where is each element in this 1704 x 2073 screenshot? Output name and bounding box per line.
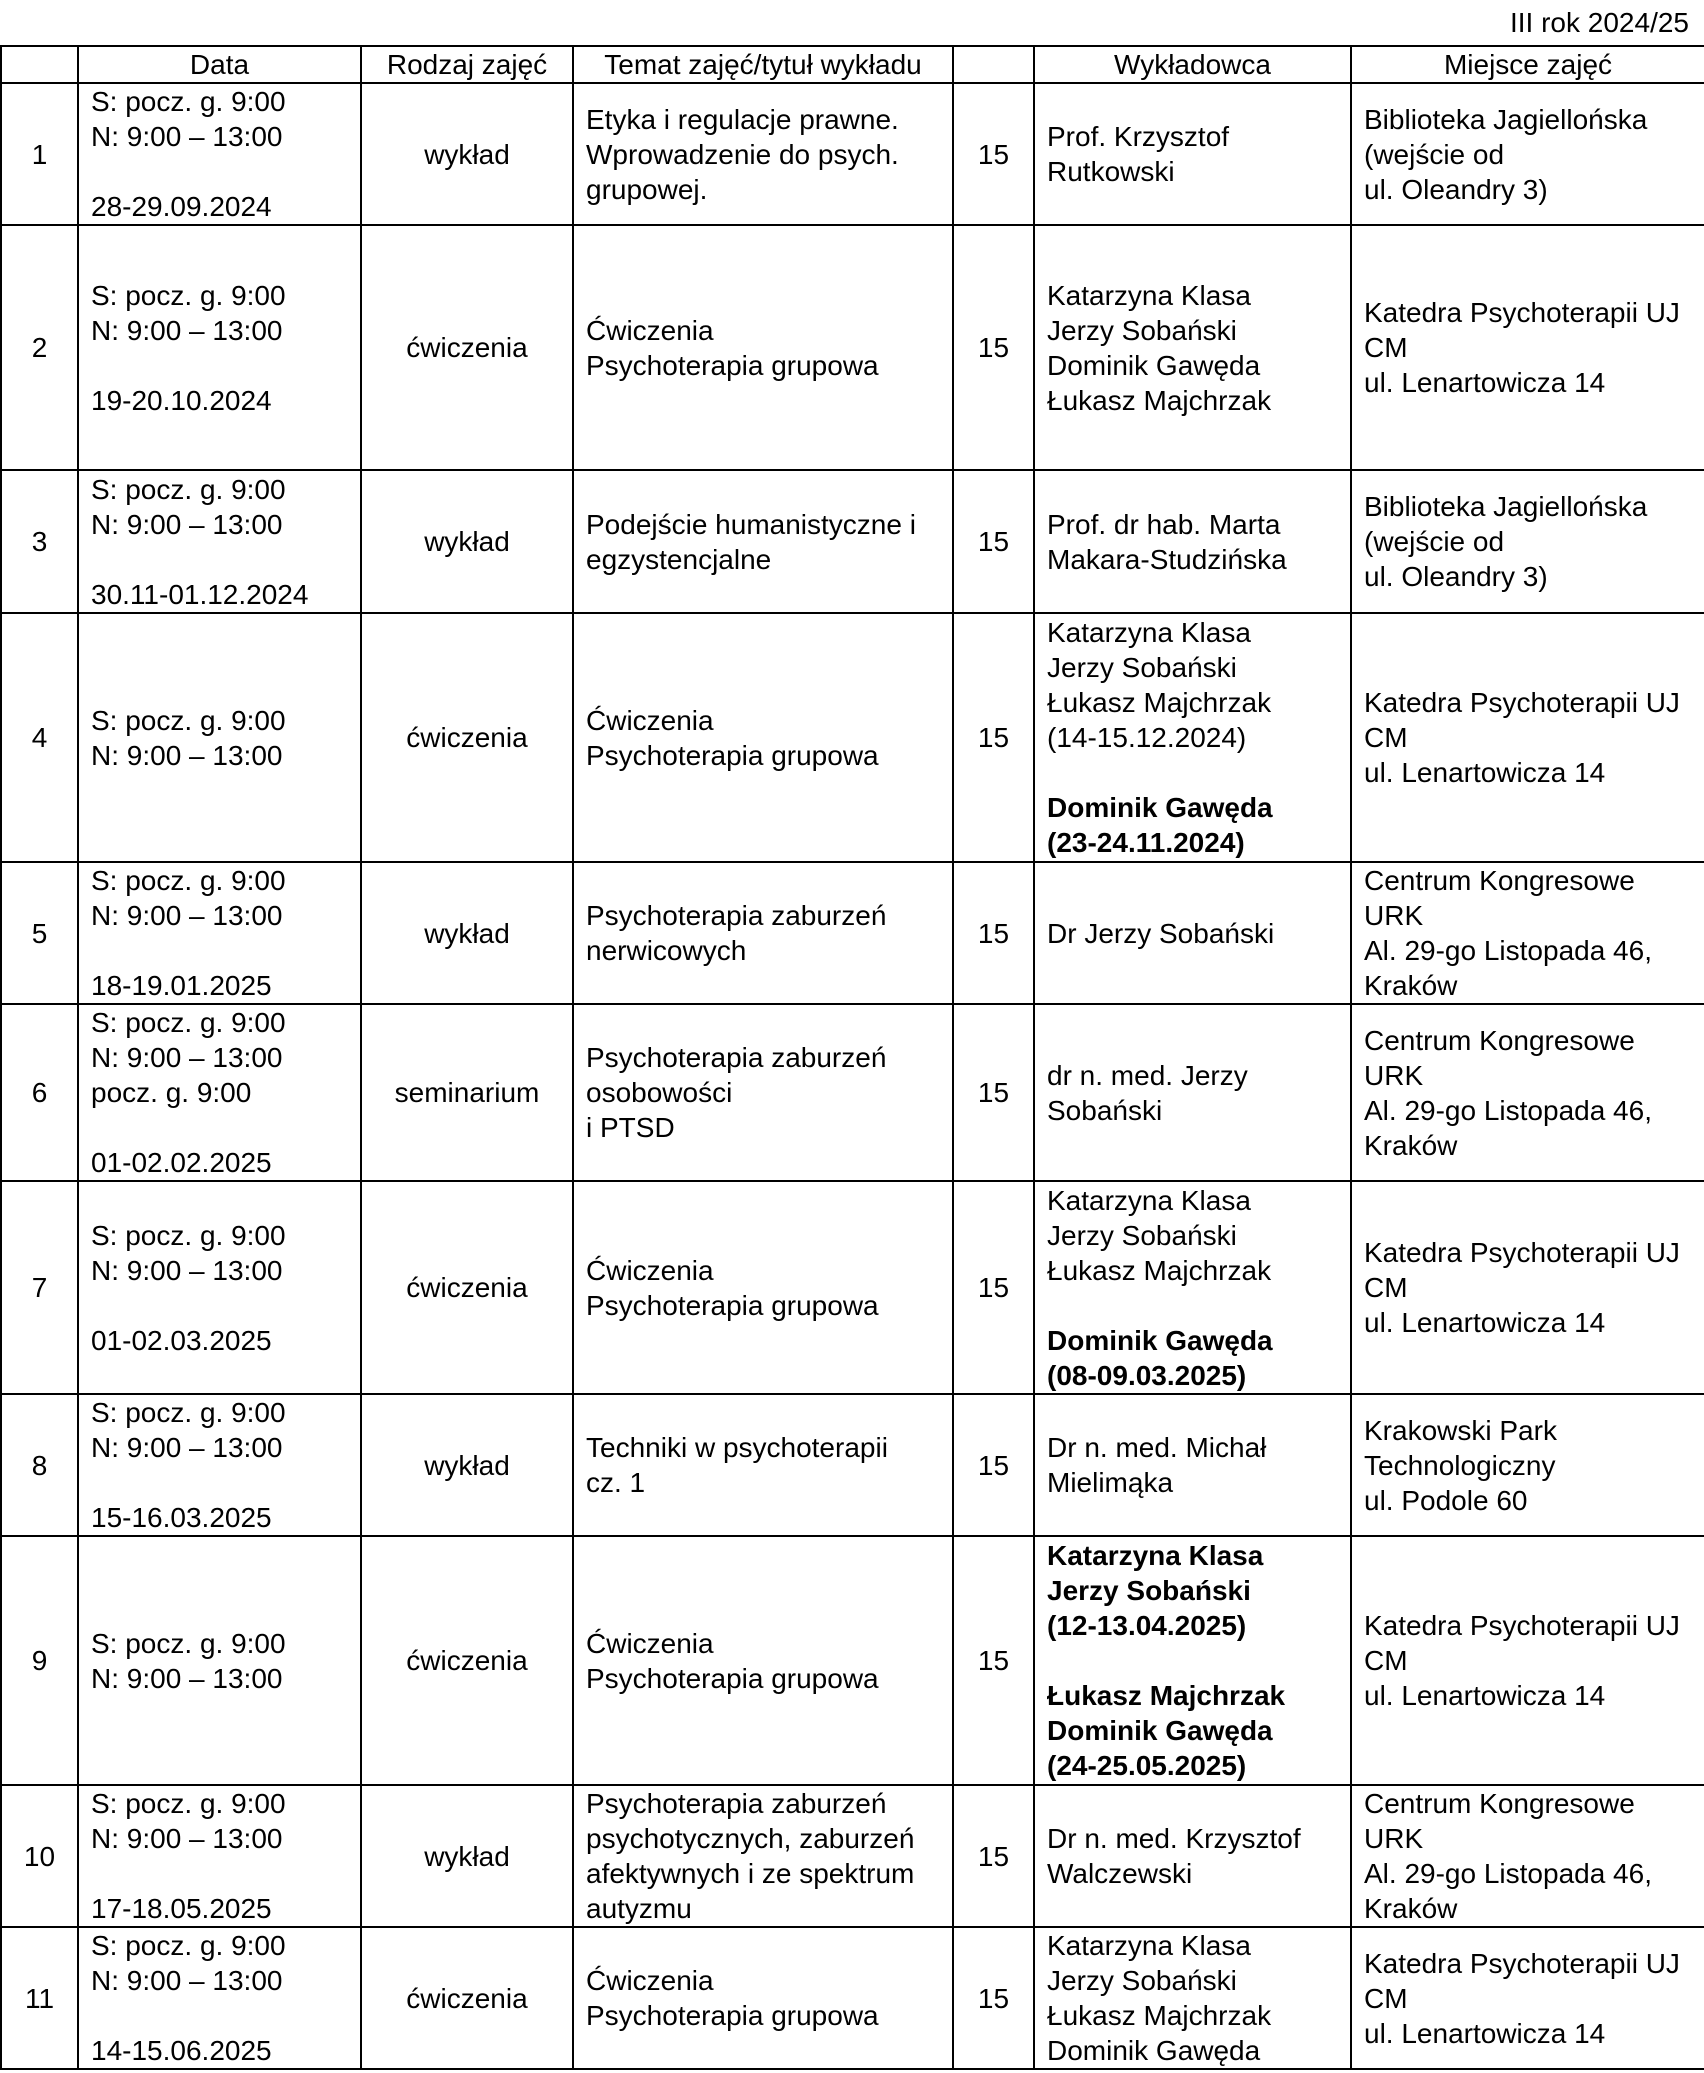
header-number xyxy=(1,46,78,83)
place-line: ul. Podole 60 xyxy=(1364,1484,1528,1516)
place-line: Kraków xyxy=(1364,970,1458,1001)
lecturer-line: Jerzy Sobański xyxy=(1047,1575,1251,1606)
date-line: 28-29.09.2024 xyxy=(91,191,272,222)
lecturer-cell xyxy=(1034,225,1351,470)
place-line: Biblioteka Jagiellońska xyxy=(1364,491,1648,522)
lecturer-line: Dr n. med. Michał xyxy=(1047,1432,1267,1463)
spacer xyxy=(91,1465,348,1500)
place-line: ul. Oleandry 3) xyxy=(1364,561,1548,592)
place-line: Katedra Psychoterapii UJ xyxy=(1364,1947,1680,1979)
place-cell xyxy=(1351,83,1704,225)
place-line: ul. Lenartowicza 14 xyxy=(1364,757,1606,788)
date-line: S: pocz. g. 9:00 xyxy=(91,279,286,311)
class-type: wykład xyxy=(361,1785,573,1927)
row-number: 2 xyxy=(1,225,78,470)
spacer xyxy=(91,154,348,189)
spacer xyxy=(91,1288,348,1323)
topic-line: Psychoterapia zaburzeń xyxy=(586,900,887,931)
date-line: 15-16.03.2025 xyxy=(91,1502,272,1533)
topic-line: Ćwiczenia xyxy=(586,1254,714,1286)
table-row xyxy=(1,1536,1704,1785)
place-line: CM xyxy=(1364,1645,1408,1676)
place-line: Katedra Psychoterapii UJ xyxy=(1364,1610,1680,1641)
topic-line: Psychoterapia zaburzeń xyxy=(586,1788,887,1819)
place-line: ul. Oleandry 3) xyxy=(1364,173,1548,205)
table-row xyxy=(1,470,1704,613)
row-number: 9 xyxy=(1,1536,78,1785)
topic-line: Techniki w psychoterapii xyxy=(586,1432,888,1463)
table-row xyxy=(1,83,1704,225)
class-type: seminarium xyxy=(361,1004,573,1181)
date-line: S: pocz. g. 9:00 xyxy=(91,1397,286,1428)
lecturer-line: Łukasz Majchrzak xyxy=(1047,1254,1272,1286)
date-line: N: 9:00 – 13:00 xyxy=(91,739,283,771)
hours-cell: 15 xyxy=(953,613,1034,862)
date-line: N: 9:00 – 13:00 xyxy=(91,1254,283,1286)
class-type: ćwiczenia xyxy=(361,1181,573,1394)
date-line: S: pocz. g. 9:00 xyxy=(91,473,286,505)
lecturer-line: Sobański xyxy=(1047,1094,1163,1126)
date-line: S: pocz. g. 9:00 xyxy=(91,1627,286,1659)
lecturer-line: (14-15.12.2024) xyxy=(1047,722,1247,753)
spacer xyxy=(91,933,348,968)
date-line: 17-18.05.2025 xyxy=(91,1893,272,1924)
date-cell xyxy=(78,225,361,470)
place-cell xyxy=(1351,225,1704,470)
class-type: wykład xyxy=(361,83,573,225)
topic-cell xyxy=(573,470,953,613)
lecturer-line: Katarzyna Klasa xyxy=(1047,1540,1264,1571)
date-line: N: 9:00 – 13:00 xyxy=(91,1823,283,1854)
row-number: 6 xyxy=(1,1004,78,1181)
date-line: 14-15.06.2025 xyxy=(91,2035,272,2066)
hours-cell: 15 xyxy=(953,1394,1034,1536)
table-row xyxy=(1,1394,1704,1536)
class-type: ćwiczenia xyxy=(361,1927,573,2069)
date-line: S: pocz. g. 9:00 xyxy=(91,704,286,736)
spacer xyxy=(91,542,348,577)
lecturer-line: Prof. dr hab. Marta xyxy=(1047,508,1281,540)
place-line: ul. Lenartowicza 14 xyxy=(1364,1680,1606,1711)
topic-cell xyxy=(573,862,953,1004)
lecturer-line: Prof. Krzysztof xyxy=(1047,121,1230,152)
place-line: (wejście od xyxy=(1364,138,1505,170)
row-number: 1 xyxy=(1,83,78,225)
topic-cell xyxy=(573,1181,953,1394)
place-line: Centrum Kongresowe xyxy=(1364,865,1635,896)
table-row xyxy=(1,613,1704,862)
lecturer-line: Katarzyna Klasa xyxy=(1047,1184,1251,1216)
lecturer-cell xyxy=(1034,83,1351,225)
row-number: 11 xyxy=(1,1927,78,2069)
date-cell xyxy=(78,1785,361,1927)
topic-cell xyxy=(573,1927,953,2069)
lecturer-cell xyxy=(1034,1394,1351,1536)
header-date: Data xyxy=(78,46,361,83)
hours-cell: 15 xyxy=(953,1927,1034,2069)
lecturer-line: Dominik Gawęda xyxy=(1047,2035,1261,2066)
date-line: N: 9:00 – 13:00 xyxy=(91,1662,283,1694)
topic-line: autyzmu xyxy=(586,1893,692,1924)
place-cell xyxy=(1351,470,1704,613)
lecturer-line: dr n. med. Jerzy xyxy=(1047,1059,1248,1091)
topic-line: Psychoterapia grupowa xyxy=(586,349,879,381)
spacer xyxy=(91,1110,348,1145)
table-row xyxy=(1,225,1704,470)
topic-line: Etyka i regulacje prawne. xyxy=(586,103,899,135)
topic-line: grupowej. xyxy=(586,173,708,205)
lecturer-line: Łukasz Majchrzak xyxy=(1047,2000,1272,2031)
lecturer-line: Łukasz Majchrzak xyxy=(1047,1680,1286,1711)
place-line: CM xyxy=(1364,1982,1408,2014)
lecturer-line: Katarzyna Klasa xyxy=(1047,617,1251,648)
lecturer-cell xyxy=(1034,1181,1351,1394)
lecturer-line: Makara-Studzińska xyxy=(1047,543,1287,575)
row-number: 8 xyxy=(1,1394,78,1536)
lecturer-line: Rutkowski xyxy=(1047,156,1175,187)
place-line: URK xyxy=(1364,1059,1424,1091)
lecturer-line: Dominik Gawęda xyxy=(1047,1715,1273,1746)
topic-line: Podejście humanistyczne i xyxy=(586,508,916,540)
topic-cell xyxy=(573,1004,953,1181)
place-line: Kraków xyxy=(1364,1893,1458,1924)
topic-line: Psychoterapia grupowa xyxy=(586,2000,879,2031)
place-line: Katedra Psychoterapii UJ xyxy=(1364,687,1680,718)
place-cell xyxy=(1351,613,1704,862)
class-type: ćwiczenia xyxy=(361,225,573,470)
topic-line: i PTSD xyxy=(586,1112,675,1143)
lecturer-cell xyxy=(1034,470,1351,613)
lecturer-cell xyxy=(1034,1785,1351,1927)
place-cell xyxy=(1351,1536,1704,1785)
topic-line: Psychoterapia zaburzeń xyxy=(586,1042,887,1073)
date-line: 18-19.01.2025 xyxy=(91,970,272,1001)
spacer xyxy=(1047,1288,1338,1323)
class-type: ćwiczenia xyxy=(361,1536,573,1785)
place-line: CM xyxy=(1364,722,1408,753)
lecturer-cell xyxy=(1034,1927,1351,2069)
place-line: Biblioteka Jagiellońska xyxy=(1364,103,1648,135)
topic-line: osobowości xyxy=(586,1077,733,1108)
date-line: pocz. g. 9:00 xyxy=(91,1077,252,1108)
table-row xyxy=(1,1927,1704,2069)
table-row xyxy=(1,1181,1704,1394)
place-cell xyxy=(1351,1927,1704,2069)
topic-line: Psychoterapia grupowa xyxy=(586,1662,879,1694)
topic-cell xyxy=(573,83,953,225)
class-type: wykład xyxy=(361,470,573,613)
spacer xyxy=(1047,1643,1338,1678)
table-row xyxy=(1,862,1704,1004)
lecturer-cell xyxy=(1034,1004,1351,1181)
lecturer-line: Katarzyna Klasa xyxy=(1047,1930,1251,1961)
lecturer-cell xyxy=(1034,862,1351,1004)
lecturer-line: Jerzy Sobański xyxy=(1047,1965,1237,1996)
hours-cell: 15 xyxy=(953,1785,1034,1927)
date-cell xyxy=(78,613,361,862)
place-line: URK xyxy=(1364,1823,1424,1854)
place-line: Katedra Psychoterapii UJ xyxy=(1364,297,1680,328)
hours-cell: 15 xyxy=(953,83,1034,225)
topic-line: Wprowadzenie do psych. xyxy=(586,138,899,170)
lecturer-line: Łukasz Majchrzak xyxy=(1047,384,1272,416)
lecturer-line: Dominik Gawęda xyxy=(1047,349,1261,381)
date-line: 19-20.10.2024 xyxy=(91,384,272,416)
place-line: Centrum Kongresowe xyxy=(1364,1024,1635,1056)
hours-cell: 15 xyxy=(953,470,1034,613)
lecturer-line: Katarzyna Klasa xyxy=(1047,279,1251,311)
place-line: Al. 29-go Listopada 46, xyxy=(1364,935,1652,966)
row-number: 7 xyxy=(1,1181,78,1394)
date-line: N: 9:00 – 13:00 xyxy=(91,1042,283,1073)
place-line: ul. Lenartowicza 14 xyxy=(1364,367,1606,398)
topic-line: Psychoterapia grupowa xyxy=(586,1289,879,1321)
header-type: Rodzaj zajęć xyxy=(361,46,573,83)
date-cell xyxy=(78,83,361,225)
place-line: ul. Lenartowicza 14 xyxy=(1364,2017,1606,2049)
hours-cell: 15 xyxy=(953,1004,1034,1181)
lecturer-cell xyxy=(1034,1536,1351,1785)
lecturer-line: Jerzy Sobański xyxy=(1047,314,1237,346)
year-label: III rok 2024/25 xyxy=(1509,7,1689,38)
lecturer-line: Jerzy Sobański xyxy=(1047,1219,1237,1251)
date-line: N: 9:00 – 13:00 xyxy=(91,121,283,152)
place-line: Al. 29-go Listopada 46, xyxy=(1364,1094,1652,1126)
lecturer-line: (08-09.03.2025) xyxy=(1047,1359,1247,1391)
spacer xyxy=(1047,755,1338,790)
place-cell xyxy=(1351,1394,1704,1536)
lecturer-line: Dr Jerzy Sobański xyxy=(1047,917,1275,949)
date-line: N: 9:00 – 13:00 xyxy=(91,1432,283,1463)
row-number: 5 xyxy=(1,862,78,1004)
schedule-table xyxy=(0,45,1704,2070)
spacer xyxy=(91,348,348,383)
topic-line: psychotycznych, zaburzeń xyxy=(586,1823,915,1854)
header-hours xyxy=(953,46,1034,83)
topic-line: Ćwiczenia xyxy=(586,704,714,736)
date-line: S: pocz. g. 9:00 xyxy=(91,1219,286,1251)
date-line: S: pocz. g. 9:00 xyxy=(91,1930,286,1961)
lecturer-line: (23-24.11.2024) xyxy=(1047,827,1245,858)
lecturer-line: Dominik Gawęda xyxy=(1047,792,1273,823)
hours-cell: 15 xyxy=(953,1536,1034,1785)
place-line: Centrum Kongresowe xyxy=(1364,1788,1635,1819)
lecturer-cell xyxy=(1034,613,1351,862)
date-cell xyxy=(78,1181,361,1394)
spacer xyxy=(91,1856,348,1891)
place-cell xyxy=(1351,862,1704,1004)
date-cell xyxy=(78,470,361,613)
lecturer-line: Walczewski xyxy=(1047,1858,1193,1889)
date-cell xyxy=(78,862,361,1004)
place-line: (wejście od xyxy=(1364,526,1505,557)
table-row xyxy=(1,1004,1704,1181)
date-cell xyxy=(78,1536,361,1785)
header-place: Miejsce zajęć xyxy=(1351,46,1704,83)
place-line: Technologiczny xyxy=(1364,1449,1556,1481)
date-line: S: pocz. g. 9:00 xyxy=(91,865,286,896)
date-cell xyxy=(78,1394,361,1536)
topic-cell xyxy=(573,1785,953,1927)
topic-line: Ćwiczenia xyxy=(586,1965,714,1996)
place-line: URK xyxy=(1364,900,1424,931)
date-line: 01-02.03.2025 xyxy=(91,1324,272,1356)
topic-cell xyxy=(573,225,953,470)
topic-line: nerwicowych xyxy=(586,935,747,966)
row-number: 3 xyxy=(1,470,78,613)
date-line: 01-02.02.2025 xyxy=(91,1147,272,1178)
place-line: Krakowski Park xyxy=(1364,1414,1557,1446)
header-lecturer: Wykładowca xyxy=(1034,46,1351,83)
place-line: Kraków xyxy=(1364,1129,1458,1161)
lecturer-line: Dr n. med. Krzysztof xyxy=(1047,1823,1301,1854)
place-line: ul. Lenartowicza 14 xyxy=(1364,1307,1606,1338)
topic-cell xyxy=(573,613,953,862)
date-cell xyxy=(78,1004,361,1181)
date-line: N: 9:00 – 13:00 xyxy=(91,900,283,931)
lecturer-line: Jerzy Sobański xyxy=(1047,652,1237,683)
date-line: S: pocz. g. 9:00 xyxy=(91,86,286,117)
place-line: CM xyxy=(1364,332,1408,363)
place-line: Al. 29-go Listopada 46, xyxy=(1364,1858,1652,1889)
date-cell xyxy=(78,1927,361,2069)
place-line: Katedra Psychoterapii UJ xyxy=(1364,1237,1680,1268)
topic-line: afektywnych i ze spektrum xyxy=(586,1858,915,1889)
topic-cell xyxy=(573,1536,953,1785)
table-row xyxy=(1,1785,1704,1927)
date-line: N: 9:00 – 13:00 xyxy=(91,508,283,540)
topic-line: cz. 1 xyxy=(586,1467,646,1498)
place-cell xyxy=(1351,1785,1704,1927)
topic-line: Ćwiczenia xyxy=(586,1627,714,1659)
place-cell xyxy=(1351,1181,1704,1394)
hours-cell: 15 xyxy=(953,225,1034,470)
class-type: wykład xyxy=(361,1394,573,1536)
lecturer-line: Mielimąka xyxy=(1047,1467,1174,1498)
header-row xyxy=(1,46,1704,83)
hours-cell: 15 xyxy=(953,1181,1034,1394)
date-line: 30.11-01.12.2024 xyxy=(91,578,309,610)
date-line: N: 9:00 – 13:00 xyxy=(91,1965,283,1996)
place-cell xyxy=(1351,1004,1704,1181)
topic-line: egzystencjalne xyxy=(586,543,772,575)
spacer xyxy=(91,1998,348,2033)
date-line: S: pocz. g. 9:00 xyxy=(91,1788,286,1819)
hours-cell: 15 xyxy=(953,862,1034,1004)
lecturer-line: (24-25.05.2025) xyxy=(1047,1750,1247,1781)
lecturer-line: Łukasz Majchrzak xyxy=(1047,687,1272,718)
class-type: ćwiczenia xyxy=(361,613,573,862)
topic-cell xyxy=(573,1394,953,1536)
row-number: 4 xyxy=(1,613,78,862)
lecturer-line: (12-13.04.2025) xyxy=(1047,1610,1247,1641)
row-number: 10 xyxy=(1,1785,78,1927)
place-line: CM xyxy=(1364,1272,1408,1303)
header-topic: Temat zajęć/tytuł wykładu xyxy=(573,46,953,83)
date-line: S: pocz. g. 9:00 xyxy=(91,1007,286,1038)
class-type: wykład xyxy=(361,862,573,1004)
lecturer-line: Dominik Gawęda xyxy=(1047,1324,1273,1356)
date-line: N: 9:00 – 13:00 xyxy=(91,314,283,346)
topic-line: Psychoterapia grupowa xyxy=(586,739,879,771)
topic-line: Ćwiczenia xyxy=(586,314,714,346)
